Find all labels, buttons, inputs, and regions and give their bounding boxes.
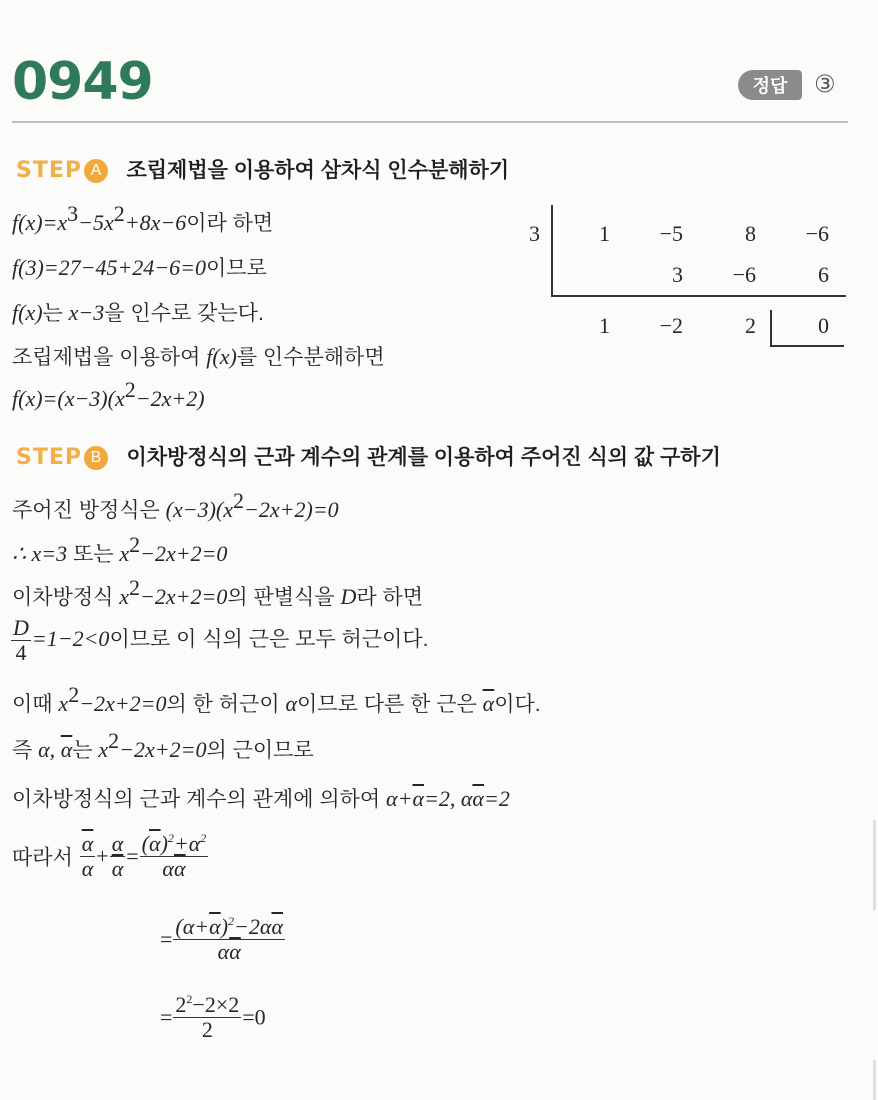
step-b-line-8: 따라서 $\frac{\overline{\alpha}}{\alpha}$ + $\frac{\alpha}{\alpha}$ = $\frac{(\overline{\alpha})^2+\alpha^2}{\alpha\overline{\alpha}}$ <box>12 831 207 881</box>
division-left-bar <box>551 205 553 297</box>
division-remainder: 0 <box>818 313 829 338</box>
division-cell: 1 <box>599 313 610 338</box>
division-divisor: 3 <box>529 221 540 246</box>
division-cell: 1 <box>599 221 610 246</box>
step-b-line-7: 이차방정식의 근과 계수의 관계에 의하여 $\alpha+\overline{\alpha}=2$, $\alpha\overline{\alpha}=2$ <box>12 786 510 811</box>
page-edge-mark <box>873 820 876 910</box>
step-b-heading <box>16 441 721 471</box>
fraction-a-over-abar: $\frac{\alpha}{\alpha}$ <box>111 831 124 881</box>
step-b-line-9: = $\frac{(\alpha+\overline{\alpha})^2-2\alpha\overline{\alpha}}{\alpha\overline{\alpha}}$ <box>160 914 284 964</box>
fraction-d-over-4: $\frac{D}{4}$ <box>13 615 29 665</box>
step-a-line-3: f(x)는 x−3을 인수로 갖는다. <box>12 300 264 325</box>
page-edge-mark <box>873 1060 876 1100</box>
step-b-line-6: 즉 α, $\overline{\alpha}$는 $x^2-2x+2=0$의 근이므로 <box>12 728 314 762</box>
step-b-line-5: 이때 $x^2-2x+2=0$의 한 허근이 α이므로 다른 한 근은 $\overline{\alpha}$이다. <box>12 682 541 716</box>
header-divider <box>12 121 848 123</box>
division-bottom-rule <box>551 295 846 297</box>
problem-number: 0949 <box>12 52 153 112</box>
step-b-title: 이차방정식의 근과 계수의 관계를 이용하여 주어진 식의 값 구하기 <box>126 446 721 469</box>
division-cell: 2 <box>745 313 756 338</box>
division-cell: −6 <box>805 221 829 246</box>
remainder-bar <box>770 310 772 346</box>
step-b-tag: STEP <box>16 445 83 470</box>
fraction-abar-over-a: $\frac{\overline{\alpha}}{\alpha}$ <box>81 831 94 881</box>
step-a-line-5: $f(x)=(x-3)(x^2-2x+2)$ <box>12 377 205 411</box>
division-cell: −2 <box>659 313 683 338</box>
step-a-line-2: f(3)=27−45+24−6=0이므로 <box>12 255 267 280</box>
division-cell: 3 <box>672 262 683 287</box>
step-a-line-1: $f(x)=x^3-5x^2+8x-6$이라 하면 <box>12 201 274 235</box>
remainder-rule <box>770 345 844 347</box>
step-b-line-3: 이차방정식 $x^2-2x+2=0$의 판별식을 D라 하면 <box>12 575 424 609</box>
step-a-line-4: 조립제법을 이용하여 f(x)를 인수분해하면 <box>12 344 385 369</box>
step-b-line-1: 주어진 방정식은 $(x-3)(x^2-2x+2)=0$ <box>12 488 339 522</box>
step-b-letter-icon: B <box>84 446 108 470</box>
step-a-letter-icon: A <box>84 159 108 183</box>
step-a-tag: STEP <box>16 158 83 183</box>
division-cell: 8 <box>745 221 756 246</box>
step-b-line-4: $\frac{D}{4}$ =1−2<0이므로 이 식의 근은 모두 허근이다. <box>13 615 429 665</box>
division-cell: −6 <box>732 262 756 287</box>
step-a-title: 조립제법을 이용하여 삼차식 인수분해하기 <box>126 159 510 182</box>
step-b-line-2: ∴ x=3 또는 $x^2-2x+2=0$ <box>12 532 228 566</box>
fraction-expression-3: $\frac{2^2-2\times 2}{2}$ <box>175 992 240 1042</box>
answer-value: ③ <box>814 71 836 98</box>
fraction-expression-2: $\frac{(\alpha+\overline{\alpha})^2-2\alpha\overline{\alpha}}{\alpha\overline{\alpha}}$ <box>175 914 284 964</box>
division-cell: 6 <box>818 262 829 287</box>
answer-badge: 정답 <box>738 70 802 100</box>
division-cell: −5 <box>659 221 683 246</box>
step-a-heading <box>16 154 509 184</box>
step-b-line-10: = $\frac{2^2-2\times 2}{2}$ =0 <box>160 992 266 1042</box>
fraction-expression-1: $\frac{(\overline{\alpha})^2+\alpha^2}{\alpha\overline{\alpha}}$ <box>141 831 207 881</box>
